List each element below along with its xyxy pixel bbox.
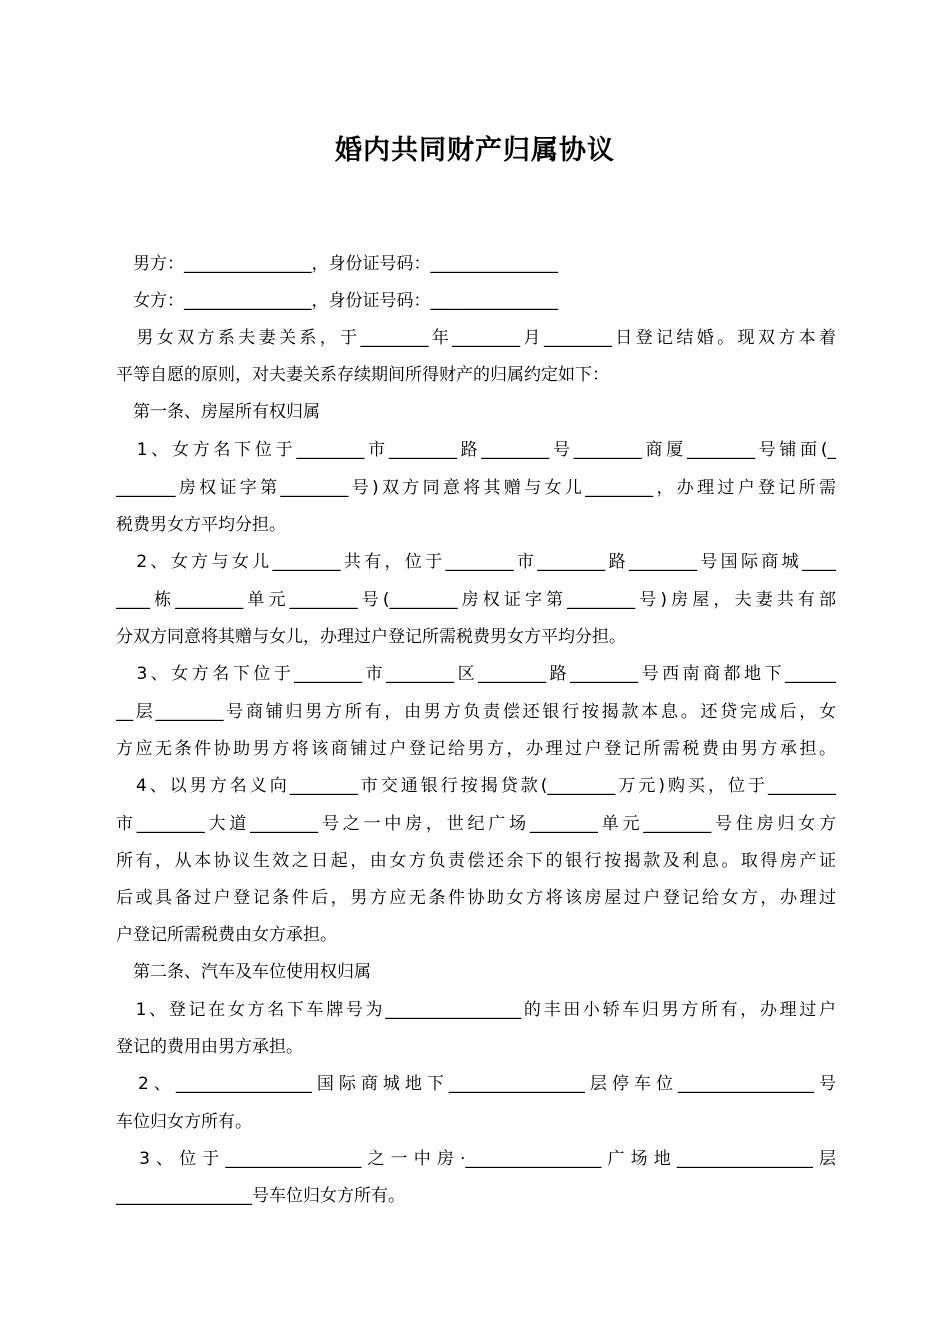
text-line: ____栋________单元________号(________房权证字第________号)房屋，夫妻共有部: [116, 590, 836, 610]
text-line: ________________号车位归女方所有。: [116, 1186, 405, 1206]
text-line: 2、女方与女儿________共有，位于________市________路________号国际商城____: [116, 552, 836, 572]
text-line: 后或具备过户登记条件后，男方应无条件协助女方将该房屋过户登记给女方，办理过: [116, 888, 836, 908]
text-line: 1、女方名下位于________市________路________号________商厦________号铺面(_: [116, 440, 836, 460]
text-line: 车位归女方所有。: [116, 1112, 252, 1132]
text-line: 3、位于________________之一中房·________________广场地________________层: [116, 1149, 836, 1169]
text-line: 分双方同意将其赠与女儿，办理过户登记所需税费男女方平均分担。: [116, 627, 626, 647]
text-line-female-party: 女方：_______________，身份证号码：_______________: [116, 291, 558, 311]
text-line: 税费男女方平均分担。: [116, 515, 286, 535]
text-line: 1、登记在女方名下车牌号为________________的丰田小轿车归男方所有，办理过户: [116, 1000, 836, 1020]
text-line: 男女双方系夫妻关系，于________年________月________日登记结婚。现双方本着: [116, 328, 836, 348]
text-line: __层________号商铺归男方所有，由男方负责偿还银行按揭款本息。还贷完成后，女: [116, 702, 836, 722]
section-heading-1: 第一条、房屋所有权归属: [116, 402, 320, 422]
section-heading-2: 第二条、汽车及车位使用权归属: [116, 962, 371, 982]
text-line: 市________大道________号之一中房，世纪广场________单元________号住房归女方: [116, 814, 836, 834]
text-line: 户登记所需税费由女方承担。: [116, 925, 337, 945]
text-line: 方应无条件协助男方将该商铺过户登记给男方，办理过户登记所需税费由男方承担。: [116, 739, 836, 759]
text-line-male-party: 男方：_______________，身份证号码：_______________: [116, 254, 558, 274]
text-line: 登记的费用由男方承担。: [116, 1037, 303, 1057]
text-line: 2、________________国际商城地下________________层停车位________________号: [116, 1074, 836, 1094]
text-line: 3、女方名下位于________市________区________路________号西南商都地下______: [116, 664, 836, 684]
document-title: 婚内共同财产归属协议: [335, 135, 615, 166]
text-line: 平等自愿的原则，对夫妻关系存续期间所得财产的归属约定如下：: [116, 365, 609, 385]
text-line: _______房权证字第________号)双方同意将其赠与女儿________，办理过户登记所需: [116, 478, 836, 498]
text-line: 所有，从本协议生效之日起，由女方负责偿还余下的银行按揭款及利息。取得房产证: [116, 851, 836, 871]
text-line: 4、以男方名义向________市交通银行按揭贷款(________万元)购买，位于________: [116, 776, 836, 796]
